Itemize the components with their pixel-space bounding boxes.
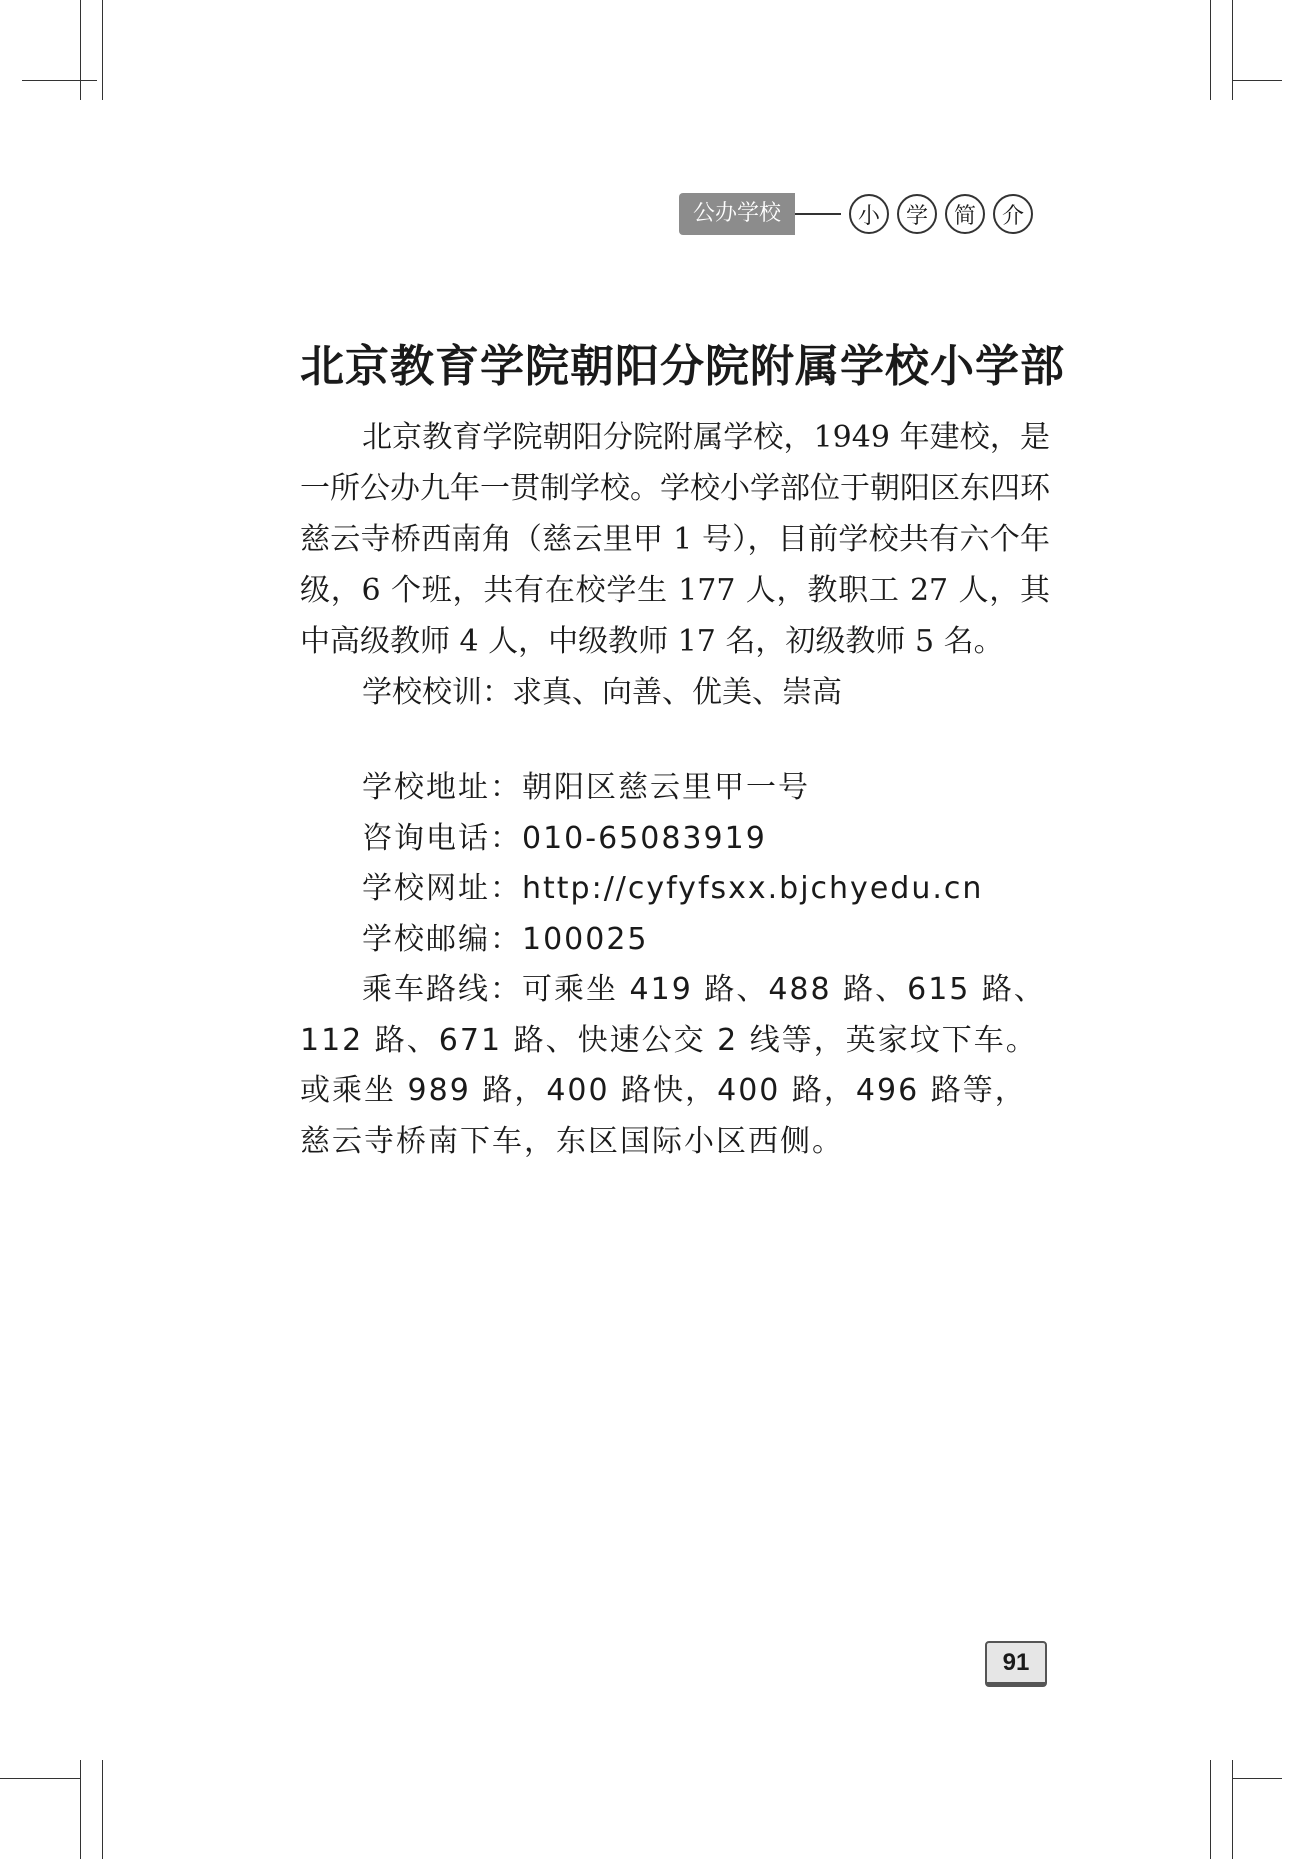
website-line: 学校网址：http://cyfyfsxx.bjchyedu.cn bbox=[362, 871, 984, 906]
postcode-line: 学校邮编：100025 bbox=[362, 921, 649, 957]
header-char-1: 小 bbox=[849, 194, 889, 234]
article-body bbox=[300, 412, 1050, 1167]
info-block bbox=[300, 763, 1050, 1167]
page-title: 北京教育学院朝阳分院附属学校小学部 bbox=[300, 341, 1065, 392]
header-char-2: 学 bbox=[897, 194, 937, 234]
header-divider bbox=[795, 213, 841, 215]
page-number: 91 bbox=[985, 1641, 1047, 1687]
intro-paragraph: 北京教育学院朝阳分院附属学校，1949 年建校，是一所公办九年一贯制学校。学校小学部位于朝阳区东四环慈云寺桥西南角（慈云里甲 1 号），目前学校共有六个年级，6 个班，共有在校学生 177 人，教职工 27 人，其中高级教师 4 人，中级教师 17 名，初级教师 5 名。 bbox=[300, 420, 1050, 659]
header-char-4: 介 bbox=[993, 194, 1033, 234]
phone-line: 咨询电话：010-65083919 bbox=[362, 820, 767, 856]
section-header bbox=[679, 192, 1033, 236]
address-line: 学校地址：朝阳区慈云里甲一号 bbox=[362, 770, 810, 805]
category-tab: 公办学校 bbox=[679, 193, 795, 235]
school-motto: 学校校训：求真、向善、优美、崇高 bbox=[362, 675, 842, 710]
header-char-3: 简 bbox=[945, 194, 985, 234]
bus-route-line: 乘车路线：可乘坐 419 路、488 路、615 路、112 路、671 路、快速公交 2 线等，英家坟下车。或乘坐 989 路，400 路快，400 路，496 路等，慈云寺桥南下车，东区国际小区西侧。 bbox=[300, 972, 1046, 1159]
